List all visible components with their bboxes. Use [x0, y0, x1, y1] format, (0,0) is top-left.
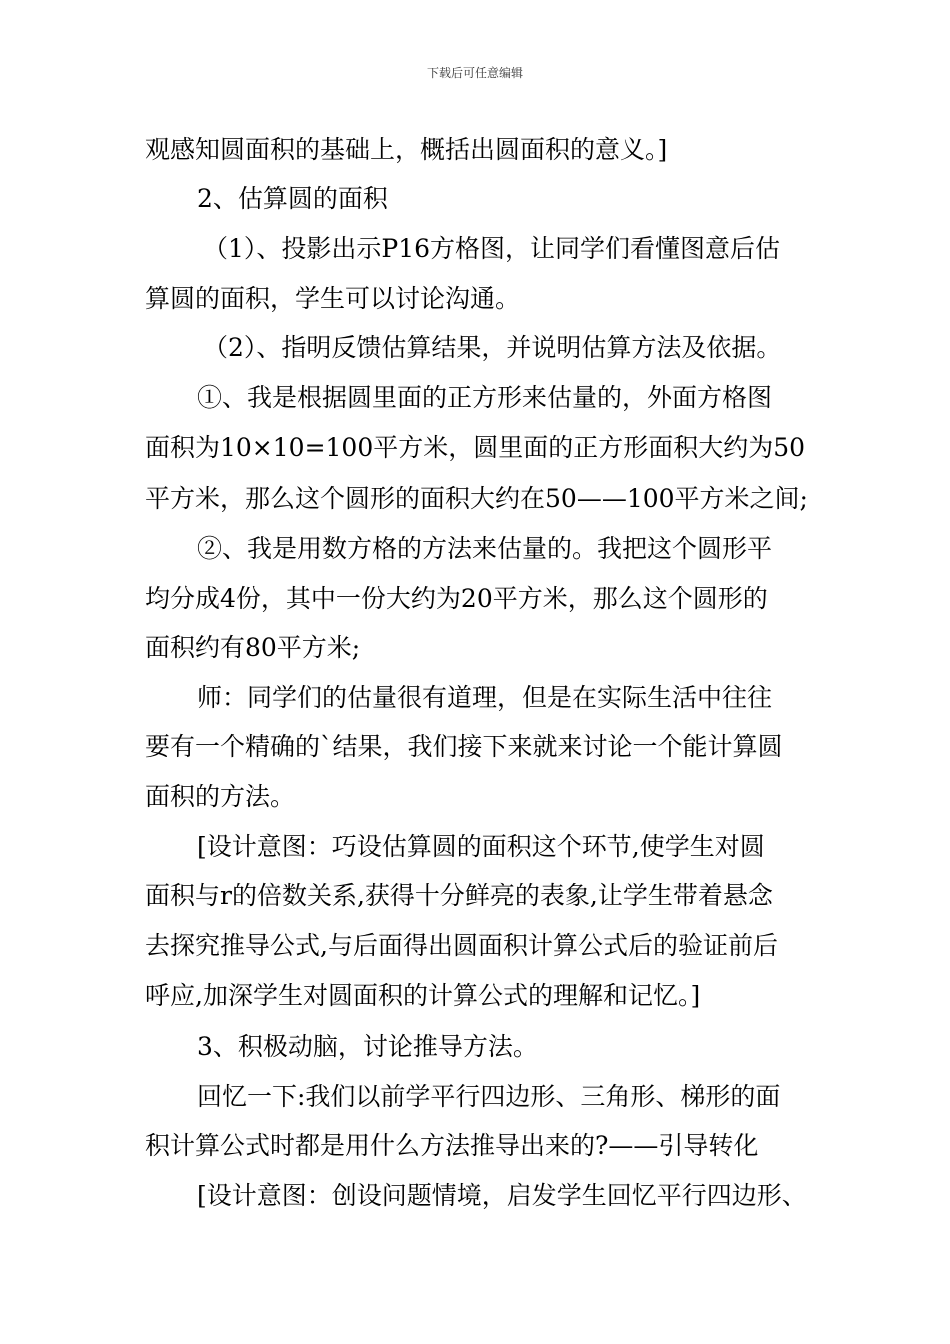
- text-line: （2）、指明反馈估算结果，并说明估算方法及依据。: [203, 333, 782, 362]
- text-line: 均分成4份，其中一份大约为20平方米，那么这个圆形的: [145, 584, 768, 613]
- text-line: [设计意图：巧设估算圆的面积这个环节,使学生对圆: [197, 832, 765, 861]
- page-header: 下载后可任意编辑: [426, 66, 523, 80]
- text-line: ②、我是用数方格的方法来估量的。我把这个圆形平: [197, 534, 773, 563]
- section-heading: 2、估算圆的面积: [197, 184, 388, 213]
- text-line: 呼应,加深学生对圆面积的计算公式的理解和记忆。]: [145, 981, 701, 1010]
- text-line: [设计意图：创设问题情境，启发学生回忆平行四边形、: [197, 1181, 807, 1210]
- text-line: 去探究推导公式,与后面得出圆面积计算公式后的验证前后: [145, 931, 778, 960]
- section-heading: 3、积极动脑，讨论推导方法。: [197, 1032, 538, 1061]
- text-line: 观感知圆面积的基础上，概括出圆面积的意义。]: [145, 135, 668, 164]
- text-line: （1）、投影出示P16方格图，让同学们看懂图意后估: [203, 234, 781, 263]
- text-line: 面积与r的倍数关系,获得十分鲜亮的表象,让学生带着悬念: [145, 881, 773, 910]
- text-line: 平方米，那么这个圆形的面积大约在50——100平方米之间;: [145, 484, 808, 513]
- text-line: 面积的方法。: [145, 782, 296, 811]
- text-line: 积计算公式时都是用什么方法推导出来的?——引导转化: [145, 1131, 759, 1160]
- text-line: ①、我是根据圆里面的正方形来估量的，外面方格图: [197, 383, 773, 412]
- text-line: 师：同学们的估量很有道理，但是在实际生活中往往: [197, 683, 773, 712]
- text-line: 面积为10×10=100平方米，圆里面的正方形面积大约为50: [145, 433, 806, 462]
- text-line: 要有一个精确的`结果，我们接下来就来讨论一个能计算圆: [145, 732, 783, 761]
- text-line: 面积约有80平方米;: [145, 633, 361, 662]
- text-line: 算圆的面积，学生可以讨论沟通。: [145, 284, 521, 313]
- text-line: 回忆一下:我们以前学平行四边形、三角形、梯形的面: [197, 1082, 781, 1111]
